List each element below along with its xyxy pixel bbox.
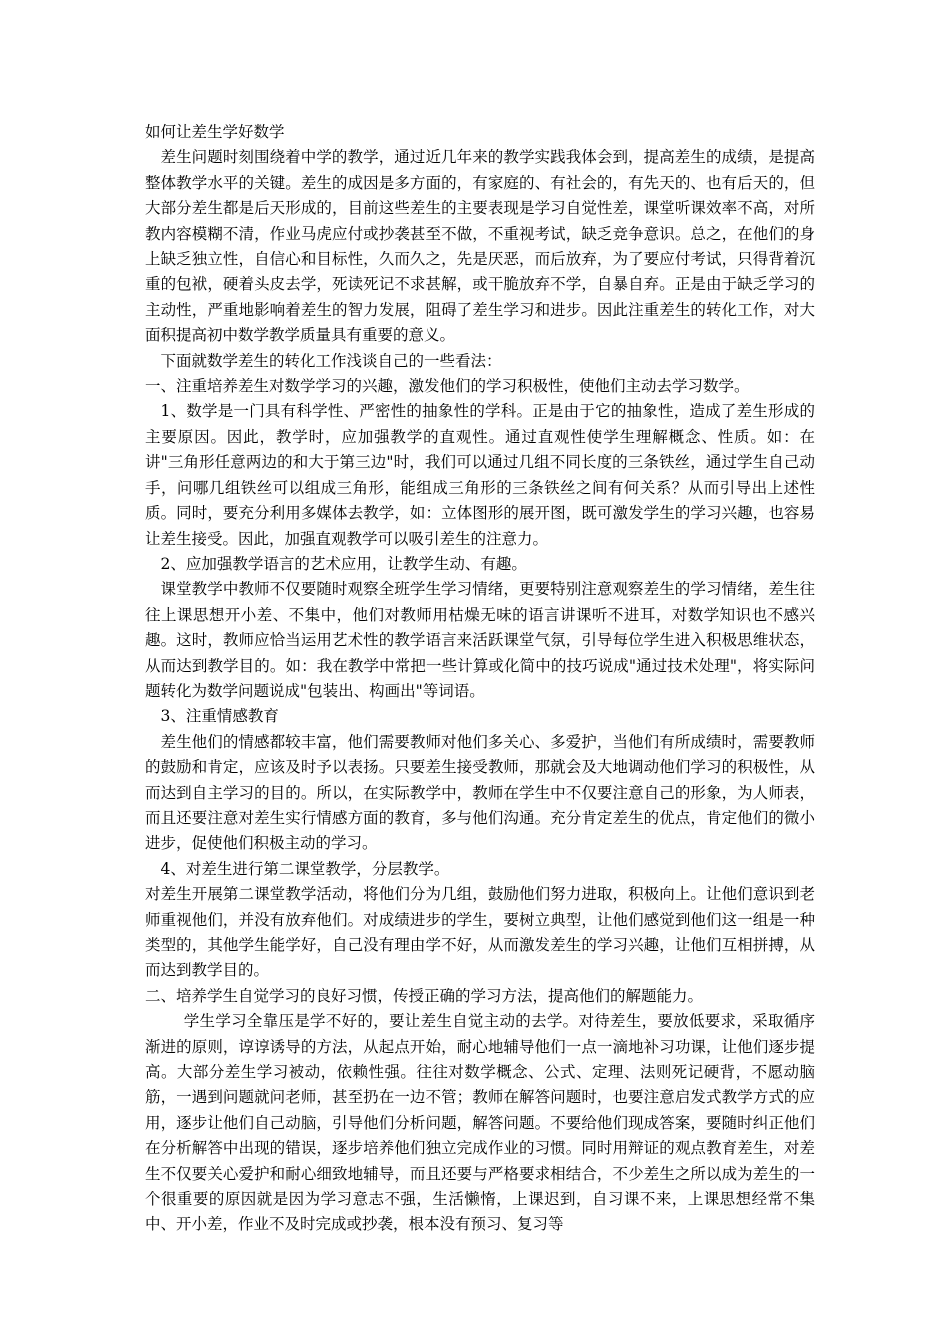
paragraph-point-1: 1、数学是一门具有科学性、严密性的抽象性的学科。正是由于它的抽象性，造成了差生形成的主要原因。因此，教学时，应加强教学的直观性。通过直观性使学生理解概念、性质。如：在讲"三角形任意两边的和大于第三边"时，我们可以通过几组不同长度的三条铁丝，通过学生自己动手，问哪几组铁丝可以组成三角形，能组成三角形的三条铁丝之间有何关系？从而引导出上述性质。同时，要充分利用多媒体去教学，如：立体图形的展开图，既可激发学生的学习兴趣，也容易让差生接受。因此，加强直观教学可以吸引差生的注意力。 [145, 402, 815, 548]
paragraph-point-3-body: 差生他们的情感都较丰富，他们需要教师对他们多关心、多爱护，当他们有所成绩时，需要教师的鼓励和肯定，应该及时予以表扬。只要差生接受教师，那就会及大地调动他们学习的积极性，从而达到自主学习的目的。所以，在实际教学中，教师在学生中不仅要注意自己的形象，为人师表，而且还要注意对差生实行情感方面的教育，多与他们沟通。充分肯定差生的优点，肯定他们的微小进步，促使他们积极主动的学习。 [145, 732, 815, 853]
paragraph-intro: 差生问题时刻围绕着中学的教学，通过近几年来的教学实践我体会到，提高差生的成绩，是提高整体教学水平的关键。差生的成因是多方面的，有家庭的、有社会的，有先天的、也有后天的，但大部分差生都是后天形成的，目前这些差生的主要表现是学习自觉性差，课堂听课效率不高，对所教内容模糊不清，作业马虎应付或抄袭甚至不做，不重视考试，缺乏竞争意识。总之，在他们的身上缺乏独立性，自信心和目标性，久而久之，先是厌恶，而后放弃，为了要应付考试，只得背着沉重的包袱，硬着头皮去学，死读死记不求甚解，或干脆放弃不学，自暴自弃。正是由于缺乏学习的主动性，严重地影响着差生的智力发展，阻碍了差生学习和进步。因此注重差生的转化工作，对大面积提高初中数学教学质量具有重要的意义。 [145, 148, 815, 345]
section-heading-1: 一、注重培养差生对数学学习的兴趣，激发他们的学习积极性，使他们主动去学习数学。 [145, 377, 750, 396]
document-body [145, 120, 815, 1238]
paragraph-point-4-body: 对差生开展第二课堂教学活动，将他们分为几组，鼓励他们努力进取，积极向上。让他们意识到老师重视他们，并没有放弃他们。对成绩进步的学生，要树立典型，让他们感觉到他们这一组是一种类型的，其他学生能学好，自己没有理由学不好，从而激发差生的学习兴趣，让他们互相拼搏，从而达到教学目的。 [145, 885, 815, 980]
paragraph-point-4-heading: 4、对差生进行第二课堂教学，分层教学。 [160, 859, 450, 878]
paragraph-section-2-body: 学生学习全靠压是学不好的，要让差生自觉主动的去学。对待差生，要放低要求，采取循序渐进的原则，谆谆诱导的方法，从起点开始，耐心地辅导他们一点一滴地补习功课，让他们逐步提高。大部分差生学习被动，依赖性强。往往对数学概念、公式、定理、法则死记硬背，不愿动脑筋，一遇到问题就问老师，甚至扔在一边不管；教师在解答问题时，也要注意启发式教学方式的应用，逐步让他们自己动脑，引导他们分析问题，解答问题。不要给他们现成答案，要随时纠正他们在分析解答中出现的错误，逐步培养他们独立完成作业的习惯。同时用辩证的观点教育差生，对差生不仅要关心爱护和耐心细致地辅导，而且还要与严格要求相结合，不少差生之所以成为差生的一个很重要的原因就是因为学习意志不强，生活懒惰，上课迟到，自习课不来，上课思想经常不集中、开小差，作业不及时完成或抄袭，根本没有预习、复习等 [145, 1012, 815, 1234]
paragraph-point-2-body: 课堂教学中教师不仅要随时观察全班学生学习情绪，更要特别注意观察差生的学习情绪，差生往往上课思想开小差、不集中，他们对教师用枯燥无味的语言讲课听不进耳，对数学知识也不感兴趣。这时，教师应恰当运用艺术性的教学语言来活跃课堂气氛，引导每位学生进入积极思维状态，从而达到教学目的。如：我在教学中常把一些计算或化简中的技巧说成"通过技术处理"，将实际问题转化为数学问题说成"包装出、构画出"等词语。 [145, 580, 815, 700]
paragraph-views: 下面就数学差生的转化工作浅谈自己的一些看法： [160, 351, 502, 370]
section-heading-2: 二、培养学生自觉学习的良好习惯，传授正确的学习方法，提高他们的解题能力。 [145, 986, 704, 1005]
document-title: 如何让差生学好数学 [145, 123, 285, 141]
paragraph-point-2-heading: 2、应加强教学语言的艺术应用，让教学生动、有趣。 [160, 554, 527, 573]
paragraph-point-3-heading: 3、注重情感教育 [160, 707, 279, 726]
